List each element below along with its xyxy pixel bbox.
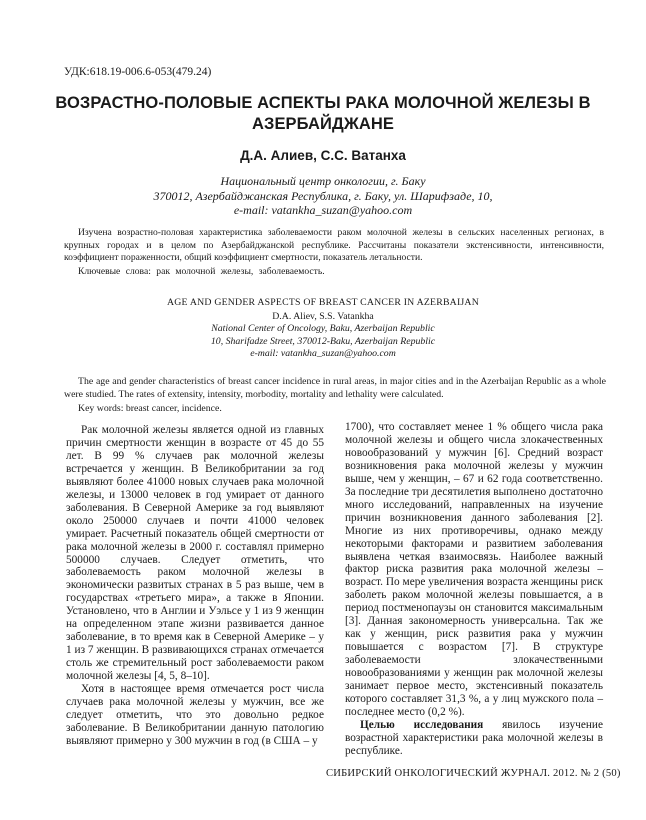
aim-label: Целью исследования (360, 718, 484, 731)
body-paragraph (345, 719, 603, 758)
abstract-en: The age and gender characteristics of breast cancer incidence in rural areas, in major cities and in the Azerbaijan Republic as a whole were studied. The rates of extensity, intensity, morbodity, mortality and lethality were calculated. (64, 376, 606, 400)
affiliation-email: e-mail: vatankha_suzan@yahoo.com (233, 203, 413, 217)
affiliation-line: 370012, Азербайджанская Республика, г. Баку, ул. Шарифзаде, 10, (153, 188, 493, 203)
affiliation (60, 174, 586, 218)
keywords-ru: Ключевые слова: рак молочной железы, заболеваемость. (78, 266, 325, 277)
abstract-ru: Изучена возрастно-половая характеристика заболеваемости раком молочной железы в сельских населенных регионах, в крупных городах и в целом по Азербайджанской республике. Рассчитаны показатели экстенсивности, интенсивности, коэффициент пораженности, общий коэффициент смертности, показатель летальности. (64, 227, 604, 264)
english-affiliation-line: 10, Sharifadze Street, 370012-Baku, Azerbaijan Republic (210, 335, 436, 347)
english-affiliation-email: e-mail: vatankha_suzan@yahoo.com (250, 348, 396, 359)
body-column-left (66, 424, 324, 748)
authors: Д.А. Алиев, С.С. Ватанха (240, 148, 406, 163)
body-paragraph: Рак молочной железы является одной из главных причин смертности женщин в возрасте от 45 до 55 лет. В 99 % случаев рак молочной железы встречается у женщин. В Великобритании за год выявляют более 41000 новых случаев рака молочной железы, и 13000 человек в год умирает от данного заболевания. В Северной Америке за год выявляют около 250000 случаев и почти 41000 человек умирает. Расчетный показатель общей смертности от рака молочной железы в 2000 г. составлял примерно 500000 случаев. Следует отметить, что заболеваемость раком молочной железы в экономически развитых странах в 5 раз выше, чем в государствах «третьего мира», а также в Японии. Установлено, что в Англии и Уэльсе у 1 из 9 женщин на определенном этапе жизни развивается данное заболевание, в то время как в Северной Америке – у 1 из 7 женщин. В развивающихся странах отмечается столь же стремительный рост заболеваемости раком молочной железы [4, 5, 8–10]. (66, 424, 324, 683)
body-column-right (345, 421, 603, 758)
aim-text: явилось изучение возрастной характеристики рака молочной железы в республике. (345, 718, 603, 757)
affiliation-line: Национальный центр онкологии, г. Баку (220, 174, 426, 188)
english-affiliation (40, 323, 606, 361)
body-paragraph: 1700), что составляет менее 1 % общего числа рака молочной железы и общего числа злокачественных новообразований у мужчин [6]. Средний возраст возникновения рака молочной железы у мужчин выше, чем у женщин, – 67 и 62 года соответственно. За последние три десятилетия выполнено достаточно много исследований, направленных на изучение причин возникновения данного заболевания [2]. Многие из них противоречивы, однако между некоторыми факторами и развитием заболевания выявлена четкая взаимосвязь. Наиболее важный фактор риска развития рака молочной железы – возраст. По мере увеличения возраста женщины риск заболеть раком молочной железы повышается, а в период постменопаузы он становится максимальным [3]. Данная закономерность универсальна. Так же как у женщин, риск развития рака у мужчин повышается с возрастом [7]. В структуре заболеваемости злокачественными новообразованиями у женщин рак молочной железы занимает первое место, экстенсивный показатель которого составляет 31,3 %, а у лиц мужского пола – последнее место (0,2 %). (345, 421, 603, 718)
english-title: AGE AND GENDER ASPECTS OF BREAST CANCER IN AZERBAIJAN (167, 297, 479, 308)
udk-code: УДК:618.19-006.6-053(479.24) (64, 66, 212, 78)
journal-footer: СИБИРСКИЙ ОНКОЛОГИЧЕСКИЙ ЖУРНАЛ. 2012. № 2 (50) (326, 768, 621, 779)
keywords-en: Key words: breast cancer, incidence. (78, 403, 222, 414)
english-authors: D.A. Aliev, S.S. Vatankha (272, 311, 374, 322)
body-paragraph: Хотя в настоящее время отмечается рост числа случаев рака молочной железы у мужчин, все же следует отметить, что это довольно редкое заболевание. В Великобритании данную патологию выявляют примерно у 300 мужчин в год (в США – у (66, 683, 324, 747)
article-title: ВОЗРАСТНО-ПОЛОВЫЕ АСПЕКТЫ РАКА МОЛОЧНОЙ ЖЕЛЕЗЫ В АЗЕРБАЙДЖАНЕ (55, 94, 591, 133)
english-affiliation-line: National Center of Oncology, Baku, Azerbaijan Republic (211, 323, 435, 334)
